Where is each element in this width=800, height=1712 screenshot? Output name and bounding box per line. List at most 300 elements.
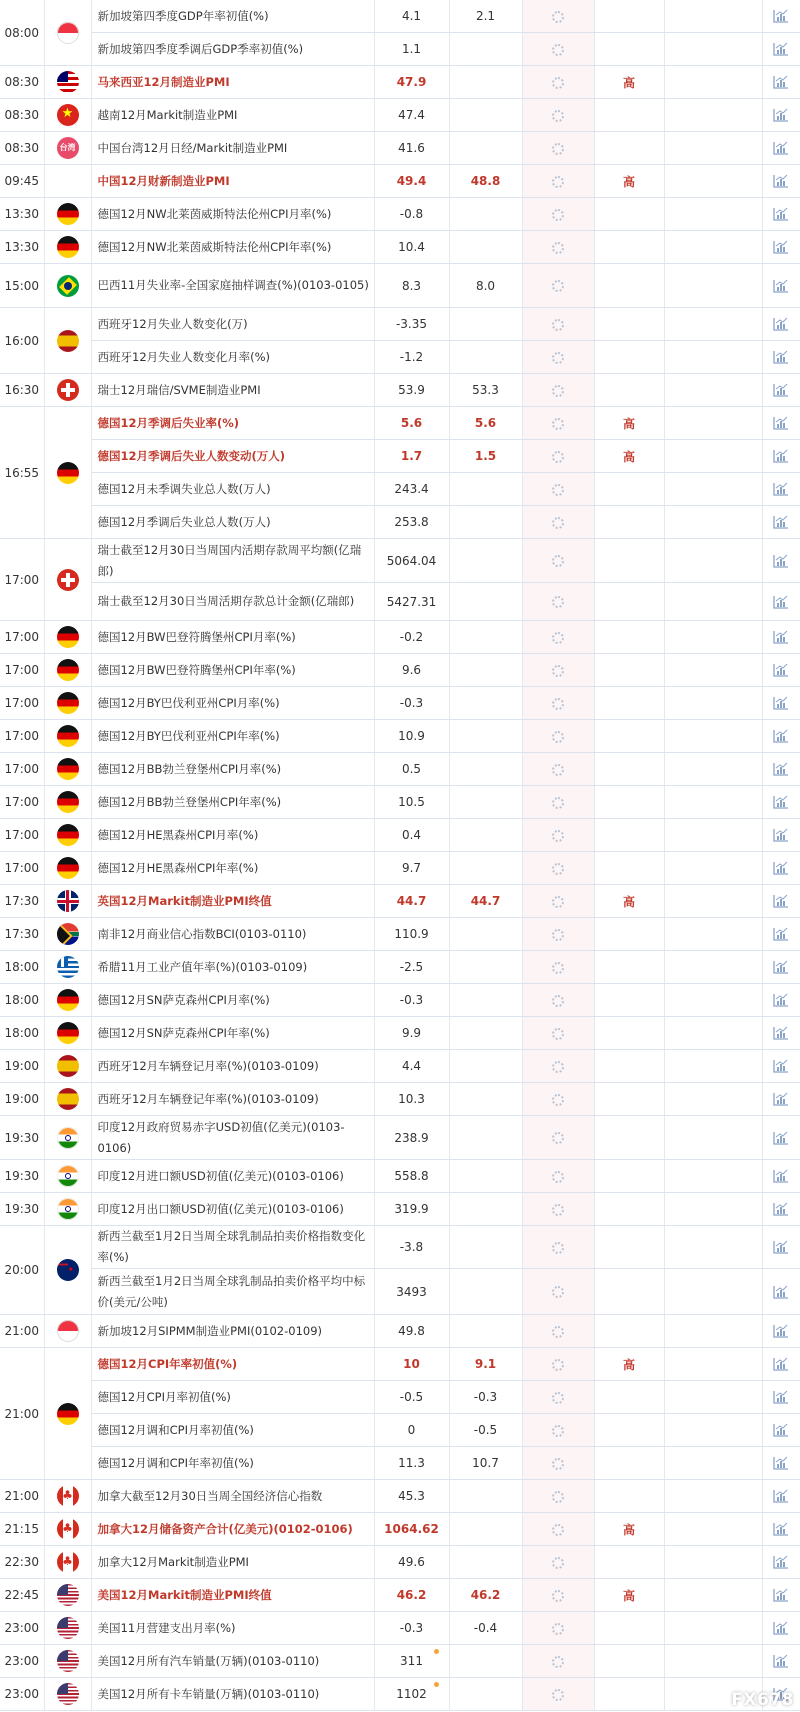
chart-icon[interactable] [773, 240, 789, 254]
event-row[interactable] [0, 1612, 800, 1645]
chart-button[interactable] [762, 1226, 800, 1269]
chart-icon[interactable] [773, 1621, 789, 1635]
chart-button[interactable] [762, 918, 800, 951]
loading-spinner-icon [552, 764, 564, 776]
importance-badge: 高 [594, 1513, 664, 1546]
chart-icon[interactable] [773, 1240, 789, 1254]
chart-icon[interactable] [773, 1522, 789, 1536]
country-flag-cell [44, 1083, 91, 1116]
chart-button[interactable] [762, 473, 800, 506]
event-row[interactable] [0, 308, 800, 341]
indicator-name[interactable]: 瑞士截至12月30日当周活期存款总计金额(亿瑞郎) [91, 583, 374, 621]
indicator-name[interactable]: 西班牙12月车辆登记年率(%)(0103-0109) [91, 1083, 374, 1116]
actual-value-cell [522, 1348, 594, 1381]
previous-value: 238.9 [374, 1116, 449, 1160]
chart-icon[interactable] [773, 1285, 789, 1299]
actual-value-cell [522, 165, 594, 198]
event-time: 17:00 [0, 539, 44, 621]
empty-cell [664, 720, 762, 753]
chart-button[interactable] [762, 1381, 800, 1414]
indicator-name[interactable]: 瑞士截至12月30日当周国内活期存款周平均额(亿瑞郎) [91, 539, 374, 583]
chart-icon[interactable] [773, 729, 789, 743]
chart-button[interactable] [762, 539, 800, 583]
event-row[interactable] [0, 473, 800, 506]
forecast-value: 46.2 [449, 1579, 522, 1612]
chart-icon[interactable] [773, 317, 789, 331]
chart-icon[interactable] [773, 1489, 789, 1503]
event-row[interactable] [0, 231, 800, 264]
chart-button[interactable] [762, 786, 800, 819]
chart-button[interactable] [762, 440, 800, 473]
chart-button[interactable] [762, 231, 800, 264]
country-flag-cell [44, 198, 91, 231]
chart-button[interactable] [762, 1447, 800, 1480]
chart-button[interactable] [762, 852, 800, 885]
indicator-name[interactable]: 德国12月季调后失业人数变动(万人) [91, 440, 374, 473]
importance-badge: 高 [594, 66, 664, 99]
indicator-name[interactable]: 西班牙12月车辆登记月率(%)(0103-0109) [91, 1050, 374, 1083]
event-row[interactable] [0, 1050, 800, 1083]
uk-flag-icon [57, 890, 79, 912]
event-row-important[interactable] [0, 885, 800, 918]
event-row-important[interactable] [0, 165, 800, 198]
loading-spinner-icon [552, 830, 564, 842]
chart-button[interactable] [762, 885, 800, 918]
chart-button[interactable] [762, 132, 800, 165]
empty-cell [664, 506, 762, 539]
event-row-important[interactable] [0, 1579, 800, 1612]
chart-icon[interactable] [773, 75, 789, 89]
indicator-name[interactable]: 德国12月HE黑森州CPI月率(%) [91, 819, 374, 852]
country-flag-cell [44, 1513, 91, 1546]
chart-icon[interactable] [773, 795, 789, 809]
event-row[interactable] [0, 1083, 800, 1116]
chart-button[interactable] [762, 1160, 800, 1193]
event-row[interactable] [0, 1017, 800, 1050]
chart-button[interactable] [762, 198, 800, 231]
event-time: 20:00 [0, 1226, 44, 1315]
chart-button[interactable] [762, 66, 800, 99]
event-row[interactable] [0, 1116, 800, 1160]
event-row[interactable] [0, 99, 800, 132]
chart-button[interactable] [762, 1612, 800, 1645]
event-row[interactable] [0, 1447, 800, 1480]
germany-flag-icon [57, 989, 79, 1011]
event-row-important[interactable] [0, 440, 800, 473]
event-row[interactable] [0, 852, 800, 885]
event-time: 17:00 [0, 621, 44, 654]
chart-button[interactable] [762, 687, 800, 720]
indicator-name[interactable]: 马来西亚12月制造业PMI [91, 66, 374, 99]
chart-icon[interactable] [773, 927, 789, 941]
event-row[interactable] [0, 1480, 800, 1513]
chart-icon[interactable] [773, 595, 789, 609]
chart-icon[interactable] [773, 1169, 789, 1183]
previous-value: 11.3 [374, 1447, 449, 1480]
event-row[interactable] [0, 918, 800, 951]
indicator-name[interactable]: 德国12月NW北莱茵威斯特法伦州CPI年率(%) [91, 231, 374, 264]
indicator-name[interactable]: 德国12月BW巴登符腾堡州CPI年率(%) [91, 654, 374, 687]
empty-cell [664, 1269, 762, 1315]
indicator-name[interactable]: 德国12月NW北莱茵威斯特法伦州CPI月率(%) [91, 198, 374, 231]
event-row[interactable] [0, 539, 800, 583]
indicator-name[interactable]: 德国12月季调后失业率(%) [91, 407, 374, 440]
germany-flag-icon [57, 758, 79, 780]
forecast-value [449, 1480, 522, 1513]
indicator-name[interactable]: 希腊11月工业产值年率(%)(0103-0109) [91, 951, 374, 984]
loading-spinner-icon [552, 280, 564, 292]
country-flag-cell [44, 1050, 91, 1083]
chart-button[interactable] [762, 341, 800, 374]
event-row[interactable] [0, 132, 800, 165]
event-row[interactable] [0, 264, 800, 308]
chart-button[interactable] [762, 374, 800, 407]
chart-button[interactable] [762, 1269, 800, 1315]
chart-button[interactable] [762, 407, 800, 440]
country-flag-cell [44, 0, 91, 66]
chart-icon[interactable] [773, 1357, 789, 1371]
event-row[interactable] [0, 1160, 800, 1193]
switzerland-flag-icon [57, 569, 79, 591]
actual-value-cell [522, 407, 594, 440]
chart-icon[interactable] [773, 279, 789, 293]
indicator-name[interactable]: 瑞士12月瑞信/SVME制造业PMI [91, 374, 374, 407]
country-flag-cell [44, 885, 91, 918]
event-row[interactable] [0, 753, 800, 786]
chart-button[interactable] [762, 753, 800, 786]
loading-spinner-icon [552, 1656, 564, 1668]
event-row[interactable] [0, 1226, 800, 1269]
chart-icon[interactable] [773, 482, 789, 496]
country-flag-cell [44, 1579, 91, 1612]
loading-spinner-icon [552, 665, 564, 677]
importance-badge: 高 [594, 1348, 664, 1381]
chart-icon[interactable] [773, 960, 789, 974]
chart-button[interactable] [762, 1116, 800, 1160]
chart-icon[interactable] [773, 108, 789, 122]
event-row[interactable] [0, 506, 800, 539]
chart-button[interactable] [762, 951, 800, 984]
chart-icon[interactable] [773, 383, 789, 397]
chart-icon[interactable] [773, 861, 789, 875]
previous-value: 9.6 [374, 654, 449, 687]
chart-icon[interactable] [773, 894, 789, 908]
indicator-name[interactable]: 德国12月调和CPI月率初值(%) [91, 1414, 374, 1447]
forecast-value [449, 539, 522, 583]
chart-icon[interactable] [773, 9, 789, 23]
forecast-value [449, 1315, 522, 1348]
event-row-important[interactable] [0, 407, 800, 440]
indicator-name[interactable]: 德国12月BW巴登符腾堡州CPI月率(%) [91, 621, 374, 654]
event-row[interactable] [0, 1315, 800, 1348]
empty-cell [664, 621, 762, 654]
country-flag-cell [44, 374, 91, 407]
loading-spinner-icon [552, 1061, 564, 1073]
chart-button[interactable] [762, 1414, 800, 1447]
chart-icon[interactable] [773, 1131, 789, 1145]
importance-badge [594, 753, 664, 786]
chart-button[interactable] [762, 819, 800, 852]
chart-button[interactable] [762, 984, 800, 1017]
loading-spinner-icon [552, 77, 564, 89]
event-row[interactable] [0, 583, 800, 621]
importance-badge [594, 1612, 664, 1645]
indicator-name[interactable]: 德国12月未季调失业总人数(万人) [91, 473, 374, 506]
indicator-name[interactable]: 中国台湾12月日经/Markit制造业PMI [91, 132, 374, 165]
indicator-name[interactable]: 新加坡12月SIPMM制造业PMI(0102-0109) [91, 1315, 374, 1348]
forecast-value: 48.8 [449, 165, 522, 198]
chart-icon[interactable] [773, 663, 789, 677]
empty-cell [664, 231, 762, 264]
chart-button[interactable] [762, 621, 800, 654]
chart-icon[interactable] [773, 42, 789, 56]
indicator-name[interactable]: 新西兰截至1月2日当周全球乳制品拍卖价格平均中标价(美元/公吨) [91, 1269, 374, 1315]
chart-button[interactable] [762, 165, 800, 198]
empty-cell [664, 198, 762, 231]
chart-icon[interactable] [773, 1059, 789, 1073]
indicator-name[interactable]: 美国12月所有汽车销量(万辆)(0103-0110) [91, 1645, 374, 1678]
indicator-name[interactable]: 南非12月商业信心指数BCI(0103-0110) [91, 918, 374, 951]
indicator-name[interactable]: 德国12月SN萨克森州CPI年率(%) [91, 1017, 374, 1050]
actual-value-cell [522, 1513, 594, 1546]
indicator-name[interactable]: 英国12月Markit制造业PMI终值 [91, 885, 374, 918]
chart-button[interactable] [762, 1579, 800, 1612]
event-row-important[interactable] [0, 1513, 800, 1546]
loading-spinner-icon [552, 176, 564, 188]
loading-spinner-icon [552, 731, 564, 743]
previous-value: -0.3 [374, 1612, 449, 1645]
event-row[interactable] [0, 687, 800, 720]
chart-button[interactable] [762, 506, 800, 539]
forecast-value: -0.3 [449, 1381, 522, 1414]
event-row[interactable] [0, 0, 800, 33]
event-row[interactable] [0, 1381, 800, 1414]
event-row-important[interactable] [0, 1348, 800, 1381]
importance-badge [594, 33, 664, 66]
indicator-name[interactable]: 印度12月进口额USD初值(亿美元)(0103-0106) [91, 1160, 374, 1193]
chart-icon[interactable] [773, 1555, 789, 1569]
loading-spinner-icon [552, 242, 564, 254]
chart-button[interactable] [762, 33, 800, 66]
chart-icon[interactable] [773, 1202, 789, 1216]
chart-button[interactable] [762, 654, 800, 687]
chart-icon[interactable] [773, 141, 789, 155]
chart-button[interactable] [762, 1546, 800, 1579]
event-row[interactable] [0, 984, 800, 1017]
chart-icon[interactable] [773, 828, 789, 842]
chart-icon[interactable] [773, 1092, 789, 1106]
indicator-name[interactable]: 加拿大12月Markit制造业PMI [91, 1546, 374, 1579]
event-time: 08:30 [0, 66, 44, 99]
indicator-name[interactable]: 德国12月BY巴伐利亚州CPI月率(%) [91, 687, 374, 720]
importance-badge [594, 1017, 664, 1050]
indicator-name[interactable]: 印度12月出口额USD初值(亿美元)(0103-0106) [91, 1193, 374, 1226]
actual-value-cell [522, 1546, 594, 1579]
chart-icon[interactable] [773, 174, 789, 188]
indicator-name[interactable]: 越南12月Markit制造业PMI [91, 99, 374, 132]
chart-icon[interactable] [773, 207, 789, 221]
chart-icon[interactable] [773, 1423, 789, 1437]
loading-spinner-icon [552, 484, 564, 496]
chart-button[interactable] [762, 308, 800, 341]
indicator-name[interactable]: 新西兰截至1月2日当周全球乳制品拍卖价格指数变化率(%) [91, 1226, 374, 1269]
chart-icon[interactable] [773, 350, 789, 364]
empty-cell [664, 165, 762, 198]
indicator-name[interactable]: 德国12月CPI月率初值(%) [91, 1381, 374, 1414]
chart-icon[interactable] [773, 1588, 789, 1602]
forecast-value [449, 720, 522, 753]
forecast-value: 5.6 [449, 407, 522, 440]
chart-button[interactable] [762, 1193, 800, 1226]
chart-button[interactable] [762, 1017, 800, 1050]
indicator-name[interactable]: 加拿大截至12月30日当周全国经济信心指数 [91, 1480, 374, 1513]
event-time: 16:55 [0, 407, 44, 539]
indicator-name[interactable]: 德国12月季调后失业总人数(万人) [91, 506, 374, 539]
indicator-name[interactable]: 德国12月HE黑森州CPI年率(%) [91, 852, 374, 885]
actual-value-cell [522, 1017, 594, 1050]
importance-badge [594, 0, 664, 33]
chart-icon[interactable] [773, 1324, 789, 1338]
importance-badge [594, 819, 664, 852]
importance-badge [594, 621, 664, 654]
chart-button[interactable] [762, 0, 800, 33]
event-row[interactable] [0, 720, 800, 753]
empty-cell [664, 440, 762, 473]
chart-icon[interactable] [773, 993, 789, 1007]
indicator-name[interactable]: 美国11月营建支出月率(%) [91, 1612, 374, 1645]
empty-cell [664, 951, 762, 984]
previous-value: 10.3 [374, 1083, 449, 1116]
event-row[interactable] [0, 1546, 800, 1579]
forecast-value: 1.5 [449, 440, 522, 473]
chart-icon[interactable] [773, 762, 789, 776]
chart-button[interactable] [762, 1050, 800, 1083]
indicator-name[interactable]: 德国12月CPI年率初值(%) [91, 1348, 374, 1381]
loading-spinner-icon [552, 1458, 564, 1470]
event-row[interactable] [0, 374, 800, 407]
us-flag-icon [57, 1584, 79, 1606]
event-row[interactable] [0, 951, 800, 984]
event-row-important[interactable] [0, 66, 800, 99]
loading-spinner-icon [552, 385, 564, 397]
chart-button[interactable] [762, 264, 800, 308]
event-row[interactable] [0, 341, 800, 374]
forecast-value [449, 1050, 522, 1083]
forecast-value [449, 687, 522, 720]
event-row[interactable] [0, 819, 800, 852]
chart-icon[interactable] [773, 1654, 789, 1668]
actual-value-cell [522, 1447, 594, 1480]
chart-icon[interactable] [773, 449, 789, 463]
chart-icon[interactable] [773, 1026, 789, 1040]
indicator-name[interactable]: 印度12月政府贸易赤字USD初值(亿美元)(0103-0106) [91, 1116, 374, 1160]
chart-button[interactable] [762, 1083, 800, 1116]
chart-button[interactable] [762, 1645, 800, 1678]
chart-button[interactable] [762, 720, 800, 753]
event-row[interactable] [0, 1645, 800, 1678]
forecast-value [449, 1546, 522, 1579]
event-row[interactable] [0, 1193, 800, 1226]
indicator-name[interactable]: 新加坡第四季度GDP年率初值(%) [91, 0, 374, 33]
chart-icon[interactable] [773, 1390, 789, 1404]
actual-value-cell [522, 654, 594, 687]
event-time: 17:00 [0, 720, 44, 753]
event-row[interactable] [0, 1269, 800, 1315]
actual-value-cell [522, 473, 594, 506]
chart-button[interactable] [762, 1513, 800, 1546]
loading-spinner-icon [552, 555, 564, 567]
germany-flag-icon [57, 692, 79, 714]
actual-value-cell [522, 1116, 594, 1160]
indicator-name[interactable]: 西班牙12月失业人数变化(万) [91, 308, 374, 341]
importance-badge [594, 231, 664, 264]
indicator-name[interactable]: 新加坡第四季度季调后GDP季率初值(%) [91, 33, 374, 66]
chart-button[interactable] [762, 1348, 800, 1381]
event-row[interactable] [0, 621, 800, 654]
chart-button[interactable] [762, 99, 800, 132]
forecast-value [449, 951, 522, 984]
indicator-name[interactable]: 加拿大12月储备资产合计(亿美元)(0102-0106) [91, 1513, 374, 1546]
indicator-name[interactable]: 西班牙12月失业人数变化月率(%) [91, 341, 374, 374]
importance-badge [594, 308, 664, 341]
chart-icon[interactable] [773, 416, 789, 430]
event-time: 13:30 [0, 198, 44, 231]
actual-value-cell [522, 539, 594, 583]
event-time: 19:00 [0, 1083, 44, 1116]
event-row[interactable] [0, 1678, 800, 1711]
actual-value-cell [522, 1645, 594, 1678]
brazil-flag-icon [57, 275, 79, 297]
indicator-name[interactable]: 德国12月SN萨克森州CPI月率(%) [91, 984, 374, 1017]
indicator-name[interactable]: 德国12月BB勃兰登堡州CPI年率(%) [91, 786, 374, 819]
indicator-name[interactable]: 美国12月Markit制造业PMI终值 [91, 1579, 374, 1612]
event-row[interactable] [0, 33, 800, 66]
event-row[interactable] [0, 198, 800, 231]
indicator-name[interactable]: 德国12月BY巴伐利亚州CPI年率(%) [91, 720, 374, 753]
indicator-name[interactable]: 巴西11月失业率-全国家庭抽样调查(%)(0103-0105) [91, 264, 374, 308]
event-row[interactable] [0, 1414, 800, 1447]
chart-button[interactable] [762, 583, 800, 621]
country-flag-cell [44, 1645, 91, 1678]
chart-icon[interactable] [773, 554, 789, 568]
indicator-name[interactable]: 中国12月财新制造业PMI [91, 165, 374, 198]
country-flag-cell [44, 1116, 91, 1160]
indicator-name[interactable]: 德国12月调和CPI年率初值(%) [91, 1447, 374, 1480]
importance-badge [594, 720, 664, 753]
chart-icon[interactable] [773, 630, 789, 644]
chart-icon[interactable] [773, 696, 789, 710]
chart-icon[interactable] [773, 1456, 789, 1470]
previous-value: 44.7 [374, 885, 449, 918]
loading-spinner-icon [552, 1094, 564, 1106]
chart-button[interactable] [762, 1480, 800, 1513]
importance-badge [594, 1480, 664, 1513]
loading-spinner-icon [552, 596, 564, 608]
country-flag-cell [44, 165, 91, 198]
event-time: 22:45 [0, 1579, 44, 1612]
country-flag-cell [44, 984, 91, 1017]
importance-badge [594, 1083, 664, 1116]
empty-cell [664, 654, 762, 687]
chart-icon[interactable] [773, 515, 789, 529]
event-row[interactable] [0, 786, 800, 819]
chart-button[interactable] [762, 1315, 800, 1348]
event-row[interactable] [0, 654, 800, 687]
importance-badge [594, 1414, 664, 1447]
indicator-name[interactable]: 德国12月BB勃兰登堡州CPI月率(%) [91, 753, 374, 786]
indicator-name[interactable]: 美国12月所有卡车销量(万辆)(0103-0110) [91, 1678, 374, 1711]
importance-badge [594, 1381, 664, 1414]
